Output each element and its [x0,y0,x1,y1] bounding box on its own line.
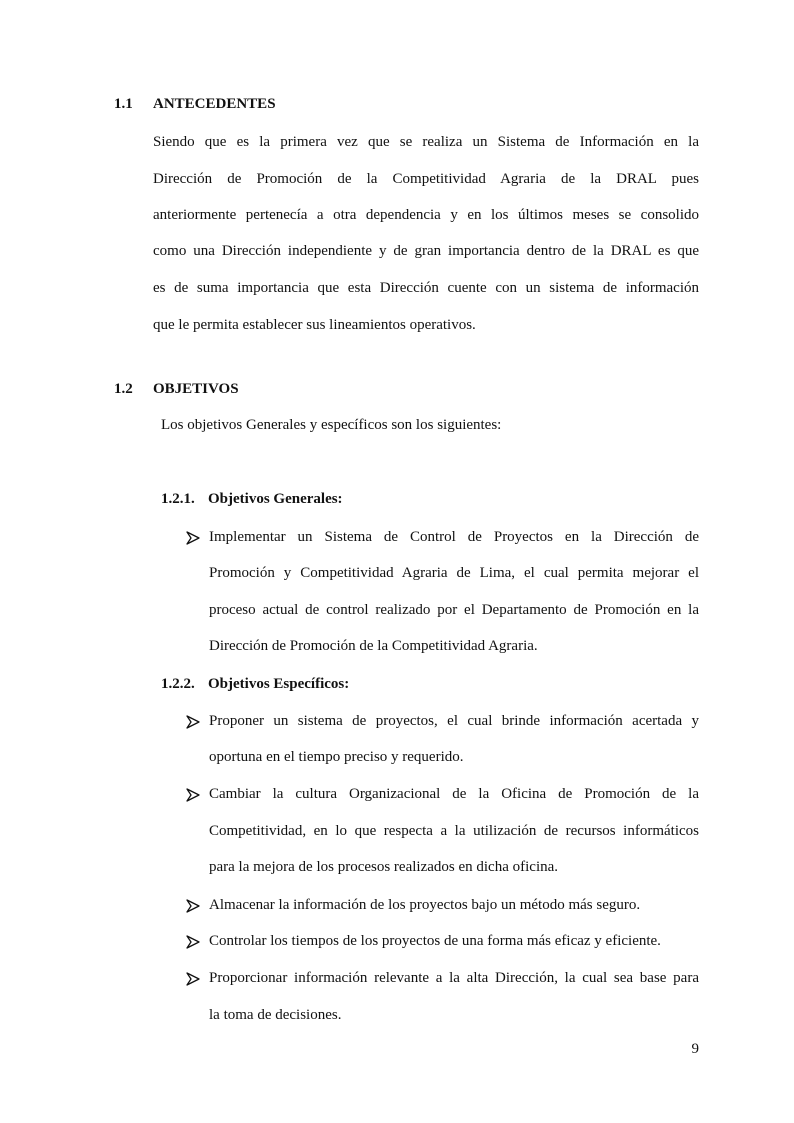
paragraph-line: como una Dirección independiente y de gran importancia dentro de la DRAL es que [153,243,699,259]
paragraph-line: es de suma importancia que esta Dirección cuente con un sistema de información [153,280,699,296]
subsection-title-objetivos-especificos: Objetivos Específicos: [208,676,350,692]
paragraph-line: Dirección de Promoción de la Competitividad Agraria de la DRAL pues [153,171,699,187]
bullet-line: para la mejora de los procesos realizados en dicha oficina. [209,859,559,875]
bullet-line: Controlar los tiempos de los proyectos de una forma más eficaz y eficiente. [209,933,661,949]
paragraph-line: anteriormente pertenecía a otra dependencia y en los últimos meses se consolido [153,207,699,223]
bullet-line: proceso actual de control realizado por el Departamento de Promoción en la [209,602,699,618]
bullet-line: oportuna en el tiempo preciso y requerido. [209,749,464,765]
bullet-line: Almacenar la información de los proyectos bajo un método más seguro. [209,897,641,913]
subsection-number-1-2-2: 1.2.2. [161,676,195,692]
bullet-line: Promoción y Competitividad Agraria de Lima, el cual permita mejorar el [209,565,699,581]
bullet-line: Implementar un Sistema de Control de Proyectos en la Dirección de [209,529,699,545]
arrowhead-bullet-icon [186,972,200,986]
bullet-line: Proponer un sistema de proyectos, el cual brinde información acertada y [209,713,699,729]
bullet-line: Proporcionar información relevante a la alta Dirección, la cual sea base para [209,970,699,986]
subsection-title-objetivos-generales: Objetivos Generales: [208,491,343,507]
section-title-antecedentes: ANTECEDENTES [153,96,276,112]
page-number: 9 [691,1041,699,1057]
subsection-number-1-2-1: 1.2.1. [161,491,195,507]
section-number-1-1: 1.1 [114,96,133,112]
arrowhead-bullet-icon [186,715,200,729]
arrowhead-bullet-icon [186,935,200,949]
paragraph-line: que le permita establecer sus lineamientos operativos. [153,317,476,333]
arrowhead-bullet-icon [186,531,200,545]
bullet-line: Competitividad, en lo que respecta a la utilización de recursos informáticos [209,823,699,839]
section-number-1-2: 1.2 [114,381,133,397]
bullet-line: la toma de decisiones. [209,1007,342,1023]
bullet-line: Cambiar la cultura Organizacional de la Oficina de Promoción de la [209,786,699,802]
section-title-objetivos: OBJETIVOS [153,381,239,397]
paragraph-line: Siendo que es la primera vez que se realiza un Sistema de Información en la [153,134,699,150]
arrowhead-bullet-icon [186,788,200,802]
bullet-line: Dirección de Promoción de la Competitividad Agraria. [209,638,538,654]
section-intro: Los objetivos Generales y específicos son los siguientes: [161,417,502,433]
arrowhead-bullet-icon [186,899,200,913]
